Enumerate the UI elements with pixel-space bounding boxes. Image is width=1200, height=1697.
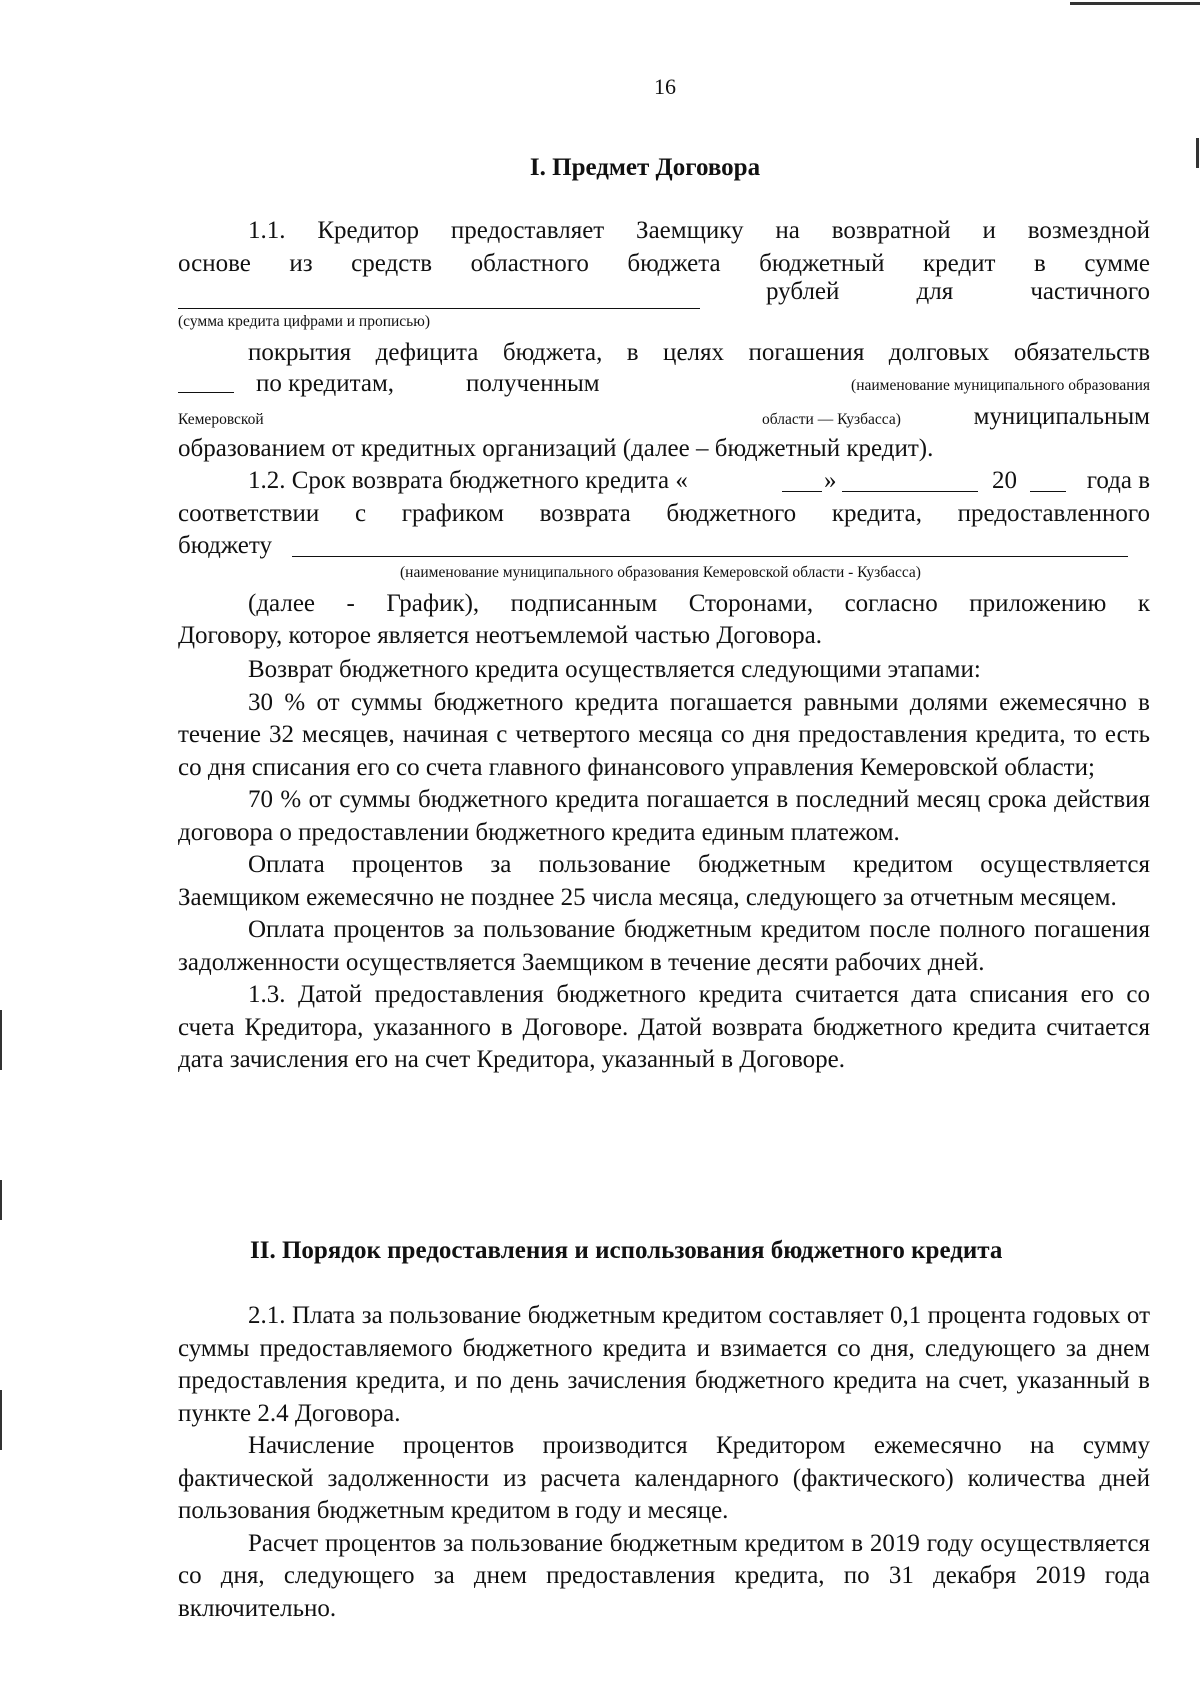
clause-1-2-line-4: (далее - График), подписанным Сторонами, согласно приложению к [248, 590, 1150, 617]
year-blank-line [1030, 491, 1066, 492]
paragraph-70-percent: 70 % от суммы бюджетного кредита погашается в последний месяц срока действия договора о предоставлении бюджетного кредита единым платежом. [178, 786, 1150, 846]
calculation-paragraph: Расчет процентов за пользование бюджетным кредитом в 2019 году осуществляется со дня, следующего за днем предоставления кредита, по 31 декабря 2019 года включительно. [178, 1529, 1150, 1622]
interest-after-paragraph: Оплата процентов за пользование бюджетным кредитом после полного погашения задолженности осуществляется Заемщиком в течение десяти рабочих дней. [178, 916, 1150, 976]
clause-1-2-part-d: года в [1086, 467, 1150, 494]
clause-1-2-part-c: 20 [992, 467, 1017, 494]
month-blank-line [842, 491, 978, 492]
stages-paragraph: Возврат бюджетного кредита осуществляется следующими этапами: [248, 656, 981, 683]
clause-1-3: 1.3. Датой предоставления бюджетного кредита считается дата списания его со счета Кредитора, указанного в Договоре. Датой возврата бюджетного кредита считается дата зачисления его на счет Кредитора, указанный в Договоре. [178, 981, 1150, 1073]
debt-blank-line [178, 392, 234, 393]
accrual-paragraph: Начисление процентов производится Кредитором ежемесячно на сумму фактической задолженности из расчета календарного (фактического) количества дней пользования бюджетным кредитом в году и месяце. [178, 1432, 1150, 1524]
interest-payment-paragraph: Оплата процентов за пользование бюджетным кредитом осуществляется Заемщиком ежемесячно не позднее 25 числа месяца, следующего за отчетным месяцем. [178, 851, 1150, 911]
clause-2-1: 2.1. Плата за пользование бюджетным кредитом составляет 0,1 процента годовых от суммы предоставляемого бюджетного кредита и взимается со дня, следующего за днем предоставления кредита, и по день зачисления бюджетного кредита на счет, указанный в пункте 2.4 Договора. [178, 1302, 1150, 1427]
clause-1-2-part-b: » [824, 467, 837, 494]
scan-edge-right [1196, 138, 1199, 168]
sum-blank-line [178, 308, 700, 309]
paragraph-30-percent: 30 % от суммы бюджетного кредита погашается равными долями ежемесячно в течение 32 месяцев, начиная с четвертого месяца со дня предоставления кредита, то есть со дня списания его со счета главного финансового управления Кемеровской области; [178, 688, 1150, 781]
municipal-caption-2: области — Кузбасса) [762, 411, 901, 428]
clause-1-1-line-5b: полученным [466, 370, 600, 397]
day-blank-line [782, 491, 822, 492]
clause-1-1-line-4: покрытия дефицита бюджета, в целях погашения долговых обязательств [248, 339, 1150, 366]
clause-1-1-line-2: основе из средств областного бюджета бюджетный кредит в сумме [178, 249, 1150, 277]
scan-edge-left-2 [0, 1180, 2, 1220]
clause-1-1-line-3: рублей для частичного [766, 278, 1150, 305]
scan-edge-top [1070, 2, 1200, 5]
clause-1-1-line-1: 1.1. Кредитор предоставляет Заемщику на возвратной и возмездной [248, 217, 1150, 244]
section-1-heading: I. Предмет Договора [529, 154, 761, 181]
sum-caption: (сумма кредита цифрами и прописью) [178, 313, 430, 330]
clause-1-2-line-2: соответствии с графиком возврата бюджетного кредита, предоставленного [178, 500, 1150, 527]
clause-1-1-line-7: образованием от кредитных организаций (далее – бюджетный кредит). [178, 435, 934, 462]
budget-caption: (наименование муниципального образования Кемеровской области - Кузбасса) [400, 564, 921, 581]
kemerovo-caption: Кемеровской [178, 411, 264, 428]
page-number: 16 [654, 74, 676, 99]
clause-1-1-line-6-end: муниципальным [973, 403, 1150, 430]
clause-1-1 [178, 215, 1150, 280]
scan-edge-left-1 [0, 1010, 2, 1070]
municipal-caption-1: (наименование муниципального образования [851, 377, 1150, 394]
clause-1-1-line-5: по кредитам, [256, 370, 395, 397]
clause-1-2-line-3: бюджету [178, 532, 272, 559]
clause-1-2-line-5: Договору, которое является неотъемлемой частью Договора. [178, 622, 823, 649]
budget-blank-line [292, 556, 1128, 557]
scan-edge-left-3 [0, 1390, 2, 1450]
section-2-body [178, 1300, 1150, 1625]
section-2-heading: II. Порядок предоставления и использования бюджетного кредита [250, 1237, 1003, 1264]
repayment-terms [178, 654, 1150, 1077]
clause-1-2-part-a: 1.2. Срок возврата бюджетного кредита « [248, 467, 688, 494]
